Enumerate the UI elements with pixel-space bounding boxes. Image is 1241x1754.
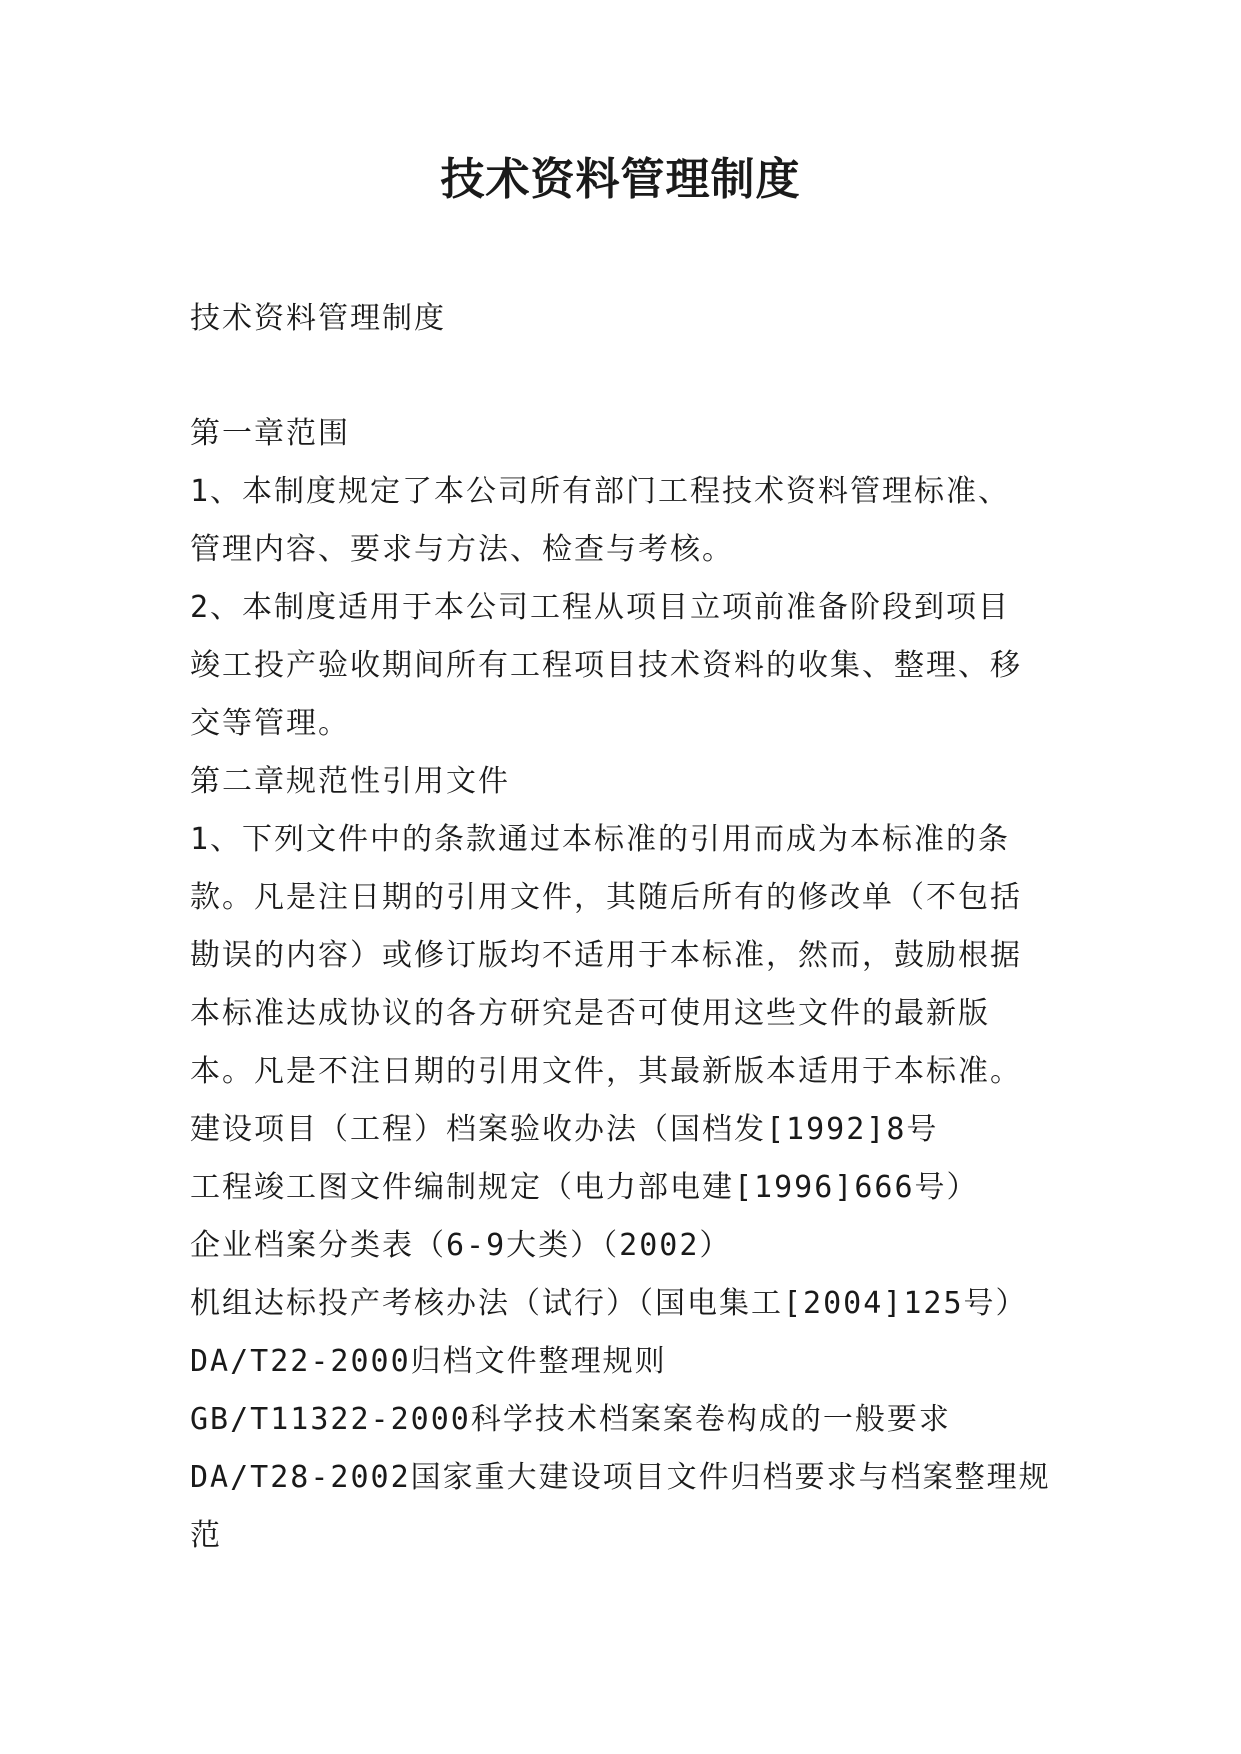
- reference-item: GB/T11322-2000科学技术档案案卷构成的一般要求: [190, 1402, 951, 1437]
- body-line: 竣工投产验收期间所有工程项目技术资料的收集、整理、移: [190, 648, 1022, 683]
- body-line: 交等管理。: [190, 706, 350, 741]
- document-subtitle: 技术资料管理制度: [190, 301, 446, 336]
- body-line: 1、下列文件中的条款通过本标准的引用而成为本标准的条: [190, 822, 1011, 857]
- reference-item: DA/T28-2002国家重大建设项目文件归档要求与档案整理规: [190, 1460, 1051, 1495]
- document-title: 技术资料管理制度: [440, 154, 801, 205]
- reference-item-continuation: 范: [190, 1518, 222, 1553]
- reference-item: 工程竣工图文件编制规定（电力部电建[1996]666号）: [190, 1170, 979, 1205]
- body-line: 款。凡是注日期的引用文件，其随后所有的修改单（不包括: [190, 880, 1022, 915]
- body-line: 2、本制度适用于本公司工程从项目立项前准备阶段到项目: [190, 590, 1011, 625]
- reference-item: 建设项目（工程）档案验收办法（国档发[1992]8号: [190, 1112, 939, 1147]
- body-line-chapter-1-heading: 第一章范围: [190, 416, 350, 451]
- reference-item: 企业档案分类表（6-9大类）（2002）: [190, 1228, 732, 1263]
- body-line: 勘误的内容）或修订版均不适用于本标准，然而，鼓励根据: [190, 938, 1022, 973]
- document-body: [190, 405, 1090, 1565]
- body-line: 管理内容、要求与方法、检查与考核。: [190, 532, 734, 567]
- body-line: 本标准达成协议的各方研究是否可使用这些文件的最新版: [190, 996, 990, 1031]
- reference-item: DA/T22-2000归档文件整理规则: [190, 1344, 667, 1379]
- body-line: 本。凡是不注日期的引用文件，其最新版本适用于本标准。: [190, 1054, 1022, 1089]
- body-line-chapter-2-heading: 第二章规范性引用文件: [190, 764, 510, 799]
- body-line: 1、本制度规定了本公司所有部门工程技术资料管理标准、: [190, 474, 1011, 509]
- reference-item: 机组达标投产考核办法（试行）（国电集工[2004]125号）: [190, 1286, 1028, 1321]
